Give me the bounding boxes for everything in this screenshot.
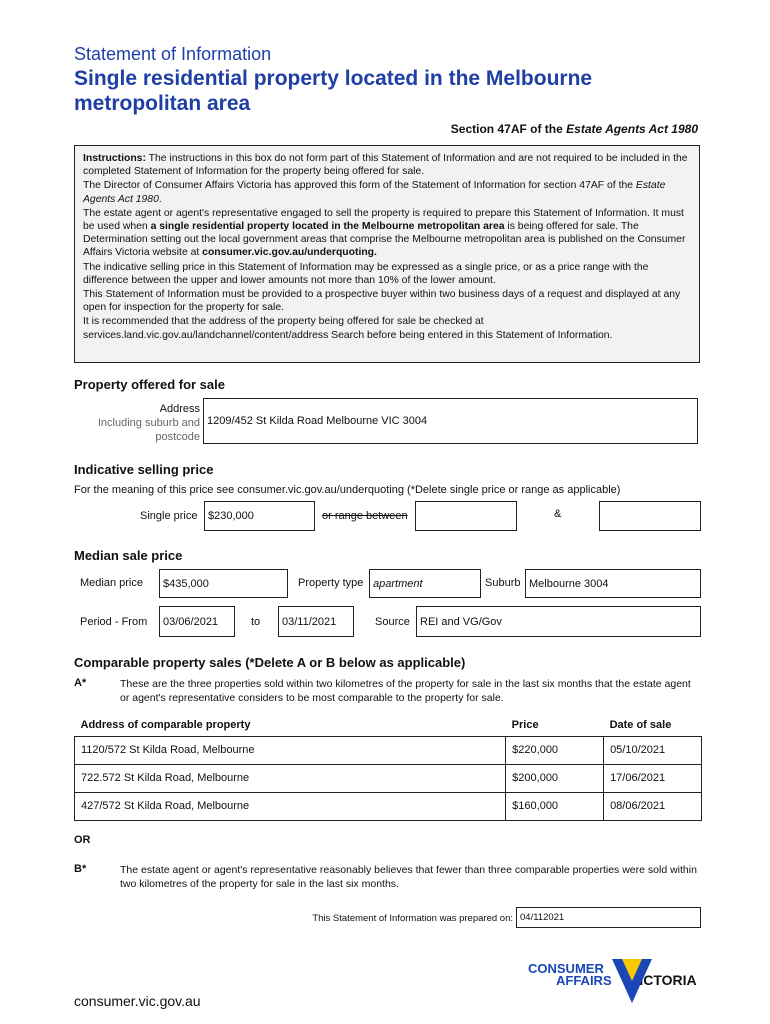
table-row [75, 764, 702, 792]
comparable-heading: Comparable property sales (*Delete A or B below as applicable) [74, 655, 466, 670]
logo-line1: CONSUMER [528, 961, 604, 976]
footer-url[interactable]: consumer.vic.gov.au [74, 993, 201, 1009]
address-label-line2: Including suburb and [97, 417, 200, 429]
median-heading: Median sale price [74, 548, 183, 563]
or-label: OR [74, 834, 91, 846]
section-act: Estate Agents Act 1980 [566, 122, 698, 136]
indicative-note: For the meaning of this price see consumer.vic.gov.au/underquoting (*Delete single price or range as applicable) [74, 484, 621, 496]
section-reference [451, 122, 698, 136]
option-b-text: The estate agent or agent's representative reasonably believes that fewer than three comparable properties were sold within two kilometres of the property for sale in the last six months. [120, 864, 697, 890]
instructions-heading: Instructions: [83, 153, 146, 164]
indicative-heading: Indicative selling price [74, 462, 214, 477]
comparable-address[interactable]: 427/572 St Kilda Road, Melbourne [75, 792, 506, 820]
option-a-label: A* [74, 677, 87, 689]
range-and-label: & [554, 508, 562, 520]
period-from-label: Period - From [80, 616, 148, 628]
comparable-date[interactable]: 05/10/2021 [604, 736, 702, 764]
comparable-date[interactable]: 08/06/2021 [604, 792, 702, 820]
logo-triangle-accent-icon [622, 959, 642, 981]
range-label: or range between [322, 510, 408, 522]
comparable-address[interactable]: 722.572 St Kilda Road, Melbourne [75, 764, 506, 792]
instructions-p6: It is recommended that the address of the property being offered for sale be checked at services.land.vic.gov.au/landchannel/content/address Search before being entered in this Statement of Information. [83, 316, 613, 341]
comparable-price[interactable]: $160,000 [506, 792, 604, 820]
instructions-p5: This Statement of Information must be provided to a prospective buyer within two business days of a request and displayed at any open for inspection for the property for sale. [83, 289, 681, 314]
logo-line2: AFFAIRS [556, 973, 612, 988]
period-to-label: to [251, 616, 261, 628]
source-field[interactable]: REI and VG/Gov [416, 606, 701, 637]
logo-line3: VICTORIA [630, 972, 697, 988]
period-to-field[interactable]: 03/11/2021 [278, 606, 354, 637]
property-heading: Property offered for sale [74, 377, 225, 392]
col-address-header: Address of comparable property [80, 718, 251, 731]
single-price-label: Single price [140, 510, 198, 522]
section-prefix: Section 47AF of the [450, 122, 567, 136]
suburb-label: Suburb [485, 577, 521, 589]
address-label [74, 402, 200, 444]
comparable-date[interactable]: 17/06/2021 [604, 764, 702, 792]
period-from-field[interactable]: 03/06/2021 [159, 606, 235, 637]
address-field[interactable]: 1209/452 St Kilda Road Melbourne VIC 3004 [203, 398, 698, 444]
instructions-p1: The instructions in this box do not form part of this Statement of Information and are not required to be included in the completed Statement of Information for the property being offered for sale. [83, 153, 688, 178]
comparable-table [74, 714, 702, 821]
page-title: Single residential property located in the Melbourne metropolitan area [74, 67, 593, 115]
instructions-p2b: . [158, 193, 162, 205]
instructions-p2-act: Estate Agents Act 1980 [83, 180, 666, 205]
comparable-price[interactable]: $220,000 [506, 736, 604, 764]
col-price-header: Price [511, 718, 539, 731]
prepared-label: This Statement of Information was prepared on: [312, 913, 513, 924]
property-type-field[interactable]: apartment [369, 569, 481, 598]
instructions-link[interactable]: consumer.vic.gov.au/underquoting. [202, 247, 377, 259]
instructions-p2a: The Director of Consumer Affairs Victoria has approved this form of the Statement of Information for section 47AF of the [83, 180, 636, 192]
comparable-address[interactable]: 1120/572 St Kilda Road, Melbourne [75, 736, 506, 764]
instructions-box [74, 145, 700, 363]
property-type-label: Property type [298, 577, 364, 589]
range-from-field[interactable] [415, 501, 517, 531]
instructions-p3-bold: a single residential property located in the Melbourne metropolitan area [150, 221, 505, 233]
address-label-line3: postcode [155, 431, 200, 443]
table-row [75, 736, 702, 764]
median-price-label: Median price [80, 577, 143, 589]
page-kicker: Statement of Information [74, 44, 272, 64]
single-price-field[interactable]: $230,000 [204, 501, 315, 531]
instructions-p3b: is being offered for sale. The Determination setting out the local government areas that comprise the Melbourne metropolitan area is published on the Consumer Affairs Victoria website at [83, 221, 686, 259]
range-to-field[interactable] [599, 501, 701, 531]
col-date-header: Date of sale [609, 718, 672, 731]
suburb-field[interactable]: Melbourne 3004 [525, 569, 701, 598]
option-a-text: These are the three properties sold within two kilometres of the property for sale in the last six months that the estate agent or agent's representative considers to be most comparable to the property for sale. [120, 678, 691, 704]
option-b-label: B* [74, 863, 87, 875]
comparable-price[interactable]: $200,000 [506, 764, 604, 792]
instructions-p4: The indicative selling price in this Statement of Information may be expressed as a single price, or as a price range with the difference between the upper and lower amounts not more than 10% of the lower amount. [83, 261, 649, 286]
address-label-line1: Address [159, 403, 200, 415]
median-price-field[interactable]: $435,000 [159, 569, 288, 598]
table-row [75, 792, 702, 820]
instructions-p3a: The estate agent or agent's representative engaged to sell the property is required to prepare this Statement of Information. It must be used when [83, 207, 684, 233]
source-label: Source [375, 616, 410, 628]
prepared-date-field[interactable]: 04/112021 [516, 907, 701, 928]
